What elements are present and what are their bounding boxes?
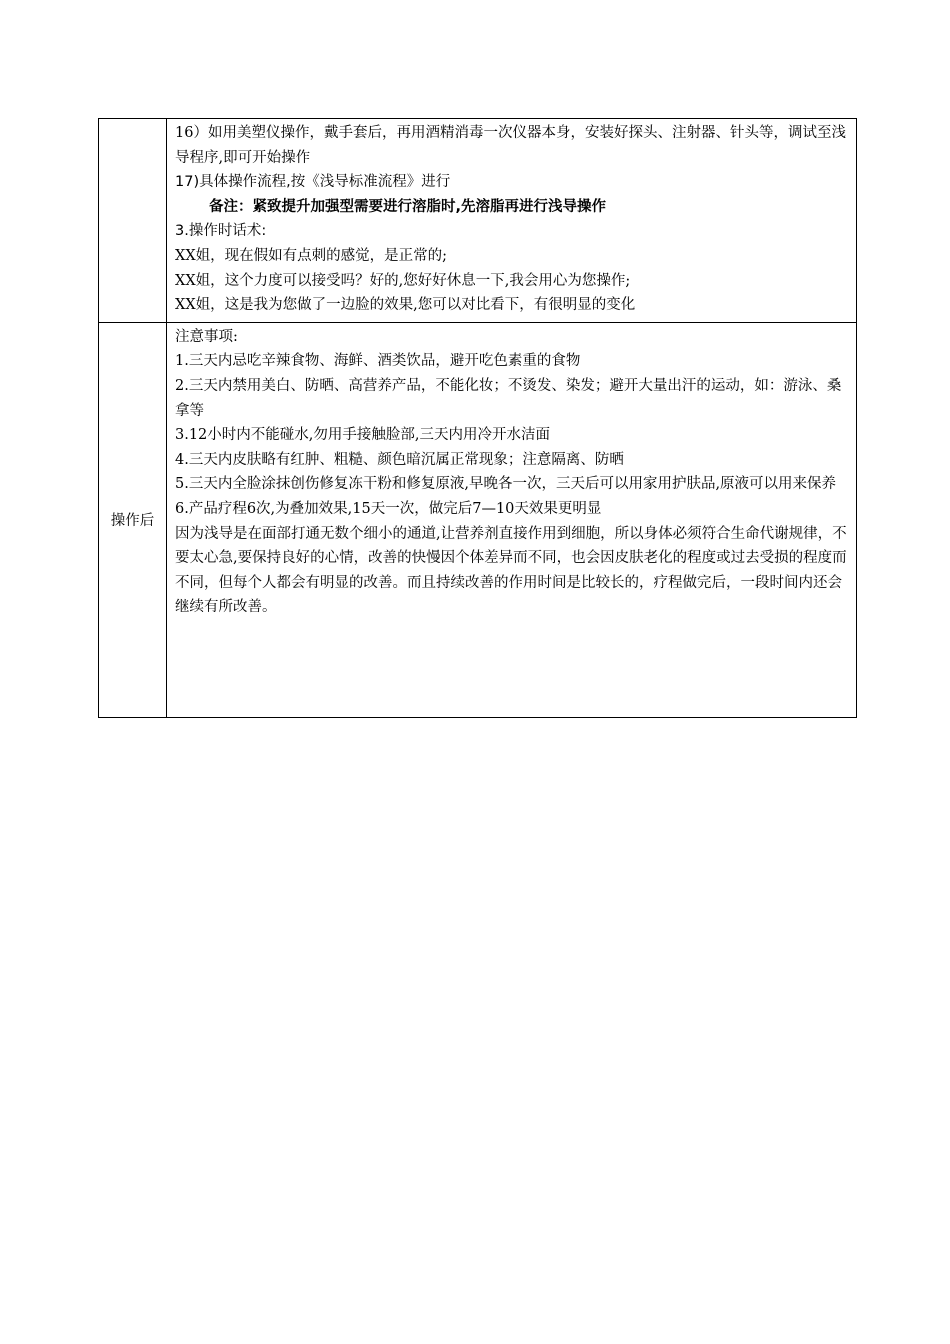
step-16-text: 16）如用美塑仪操作，戴手套后，再用酒精消毒一次仪器本身，安装好探头、注射器、针头等，调试至浅导程序,即可开始操作	[175, 125, 846, 166]
row-label-empty	[99, 119, 167, 323]
script-line-3: XX姐，这是我为您做了一边脸的效果,您可以对比看下，有很明显的变化	[175, 297, 636, 314]
after-operation-content	[167, 322, 857, 717]
row-label-after-operation: 操作后	[99, 322, 167, 717]
script-heading: 3.操作时话术:	[175, 223, 267, 240]
notes-heading: 注意事项:	[175, 328, 238, 345]
script-line-1: XX姐，现在假如有点刺的感觉，是正常的;	[175, 247, 448, 264]
procedure-table	[98, 118, 857, 718]
note-1: 1.三天内忌吃辛辣食物、海鲜、酒类饮品，避开吃色素重的食物	[175, 353, 581, 370]
note-6: 6.产品疗程6次,为叠加效果,15天一次，做完后7—10天效果更明显	[175, 500, 602, 517]
during-operation-content	[167, 119, 857, 323]
note-2: 2.三天内禁用美白、防晒、高营养产品，不能化妆；不烫发、染发；避开大量出汗的运动，如：游泳、桑拿等	[175, 377, 842, 419]
note-3: 3.12小时内不能碰水,勿用手接触脸部,三天内用冷开水洁面	[175, 427, 551, 444]
script-line-2: XX姐，这个力度可以接受吗？好的,您好好休息一下,我会用心为您操作;	[175, 272, 631, 289]
note-4: 4.三天内皮肤略有红肿、粗糙、颜色暗沉属正常现象；注意隔离、防晒	[175, 451, 624, 468]
step-17-text: 17)具体操作流程,按《浅导标准流程》进行	[175, 174, 451, 191]
note-5: 5.三天内全脸涂抹创伤修复冻干粉和修复原液,早晚各一次，三天后可以用家用护肤品,原液可以用来保养	[175, 476, 837, 493]
table-row-after-operation	[99, 322, 857, 717]
explanation-paragraph: 因为浅导是在面部打通无数个细小的通道,让营养剂直接作用到细胞，所以身体必须符合生命代谢规律，不要太心急,要保持良好的心情，改善的快慢因个体差异而不同，也会因皮肤老化的程度或过去受损的程度而不同，但每个人都会有明显的改善。而且持续改善的作用时间是比较长的，疗程做完后，一段时间内还会继续有所改善。	[175, 525, 847, 616]
remark-text: 备注：紧致提升加强型需要进行溶脂时,先溶脂再进行浅导操作	[209, 198, 607, 215]
table-row-during-operation	[99, 119, 857, 323]
